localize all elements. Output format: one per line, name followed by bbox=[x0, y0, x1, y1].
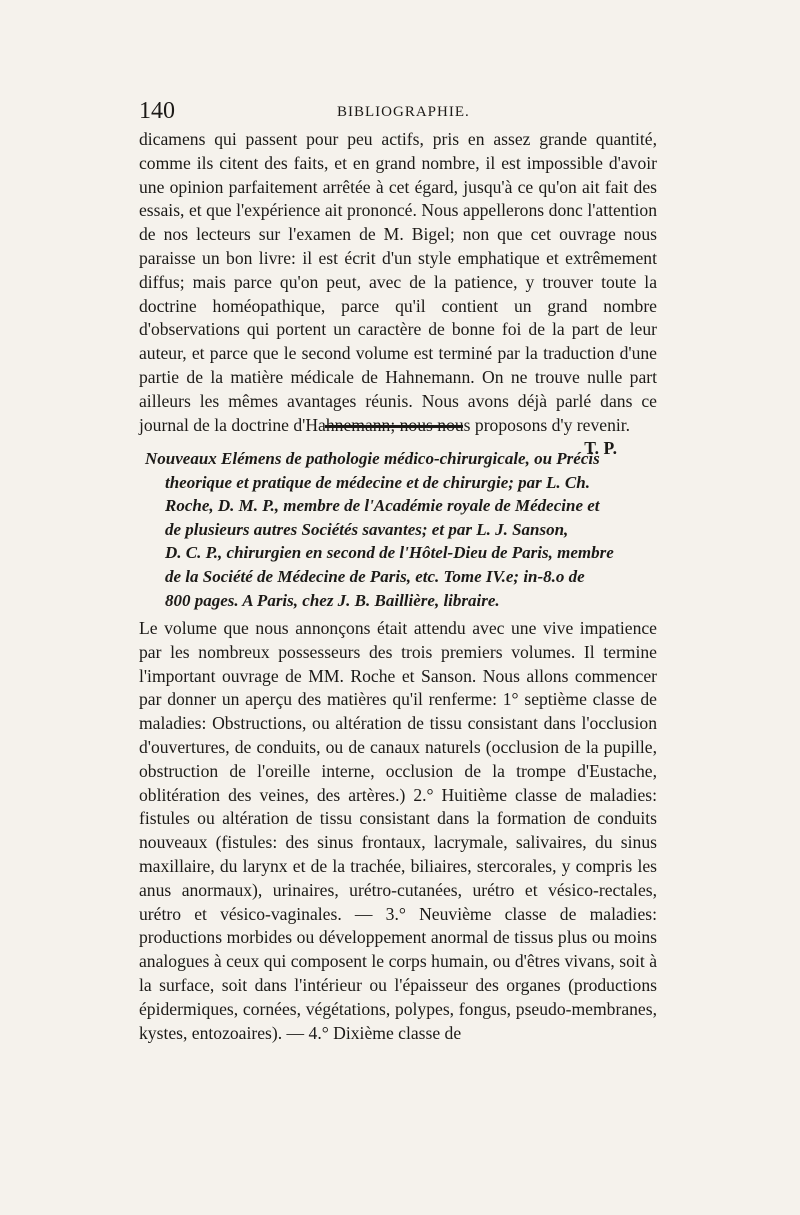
book-citation bbox=[145, 447, 647, 612]
citation-line: 800 pages. A Paris, chez J. B. Baillière, libraire. bbox=[165, 590, 500, 610]
citation-line: theorique et pratique de médecine et de chirurgie; par L. Ch. bbox=[165, 472, 590, 492]
citation-line: D. C. P., chirurgien en second de l'Hôtel-Dieu de Paris, membre bbox=[165, 543, 614, 563]
citation-line: Roche, D. M. P., membre de l'Académie royale de Médecine et bbox=[165, 496, 600, 516]
citation-line: de plusieurs autres Sociétés savantes; et par L. J. Sanson, bbox=[165, 519, 569, 539]
citation-line: de la Société de Médecine de Paris, etc. Tome IV.e; in-8.o de bbox=[165, 566, 585, 586]
review-signature: T. P. bbox=[584, 438, 617, 459]
citation-line: Nouveaux Elémens de pathologie médico-chirurgicale, ou Précis bbox=[145, 449, 600, 468]
running-head: BIBLIOGRAPHIE. bbox=[337, 104, 470, 120]
review-paragraph bbox=[139, 128, 657, 461]
section-divider bbox=[325, 425, 463, 428]
summary-paragraph bbox=[139, 617, 657, 1045]
summary-text: Le volume que nous annonçons était attendu avec une vive impatience par les nombreux possesseurs des trois premiers volumes. Il termine l'important ouvrage de MM. Roche et Sanson. Nous allons commencer par donner un aperçu des matières qu'il renferme: 1° septième classe de maladies: Obstructions, ou altération de tissu consistant dans l'occlusion d'ouvertures, de conduits, ou de canaux naturels (occlusion de la pupille, obstruction de l'oreille interne, occlusion de la trompe d'Eustache, oblitération des veines, des artères.) 2.° Huitième classe de maladies: fistules ou altération de tissu consistant dans la formation de conduits nouveaux (fistules: des sinus frontaux, lacrymale, salivaires, du sinus maxillaire, du larynx et de la trachée, biliaires, stercorales, y compris les anus anormaux), urinaires, urétro-cutanées, urétro et vésico-rectales, urétro et vésico-vaginales. — 3.° Neuvième classe de maladies: productions morbides ou développement anormal de tissus plus ou moins analogues à ceux qui composent le corps humain, ou d'êtres vivans, soit à la surface, soit dans l'intérieur ou l'épaisseur des organes (productions épidermiques, cornées, végétations, polypes, fongus, pseudo-membranes, kystes, entozoaires). — 4.° Dixième classe de bbox=[139, 618, 657, 1043]
page-header bbox=[139, 98, 659, 128]
review-text: dicamens qui passent pour peu actifs, pris en assez grande quantité, comme ils citent des faits, et en grand nombre, il est impossible d'avoir une opinion parfaitement arrêtée à cet égard, jusqu'à ce qu'on ait fait des essais, et que l'expérience ait prononcé. Nous appellerons donc l'attention de nos lecteurs sur l'examen de M. Bigel; non que cet ouvrage nous paraisse un bon livre: il est écrit d'un style emphatique et extrêmement diffus; mais parce qu'on peut, avec de la patience, y trouver toute la doctrine homéopathique, parce qu'il contient un grand nombre d'observations qui portent un caractère de bonne foi de la part de leur auteur, et parce que le second volume est terminé par la traduction d'une partie de la matière médicale de Hahnemann. On ne trouve nulle part ailleurs les mêmes avantages réunis. Nous avons déjà parlé dans ce journal de la doctrine d'Hahnemann; nous nous proposons d'y revenir. bbox=[139, 129, 657, 435]
page-number: 140 bbox=[139, 98, 175, 124]
